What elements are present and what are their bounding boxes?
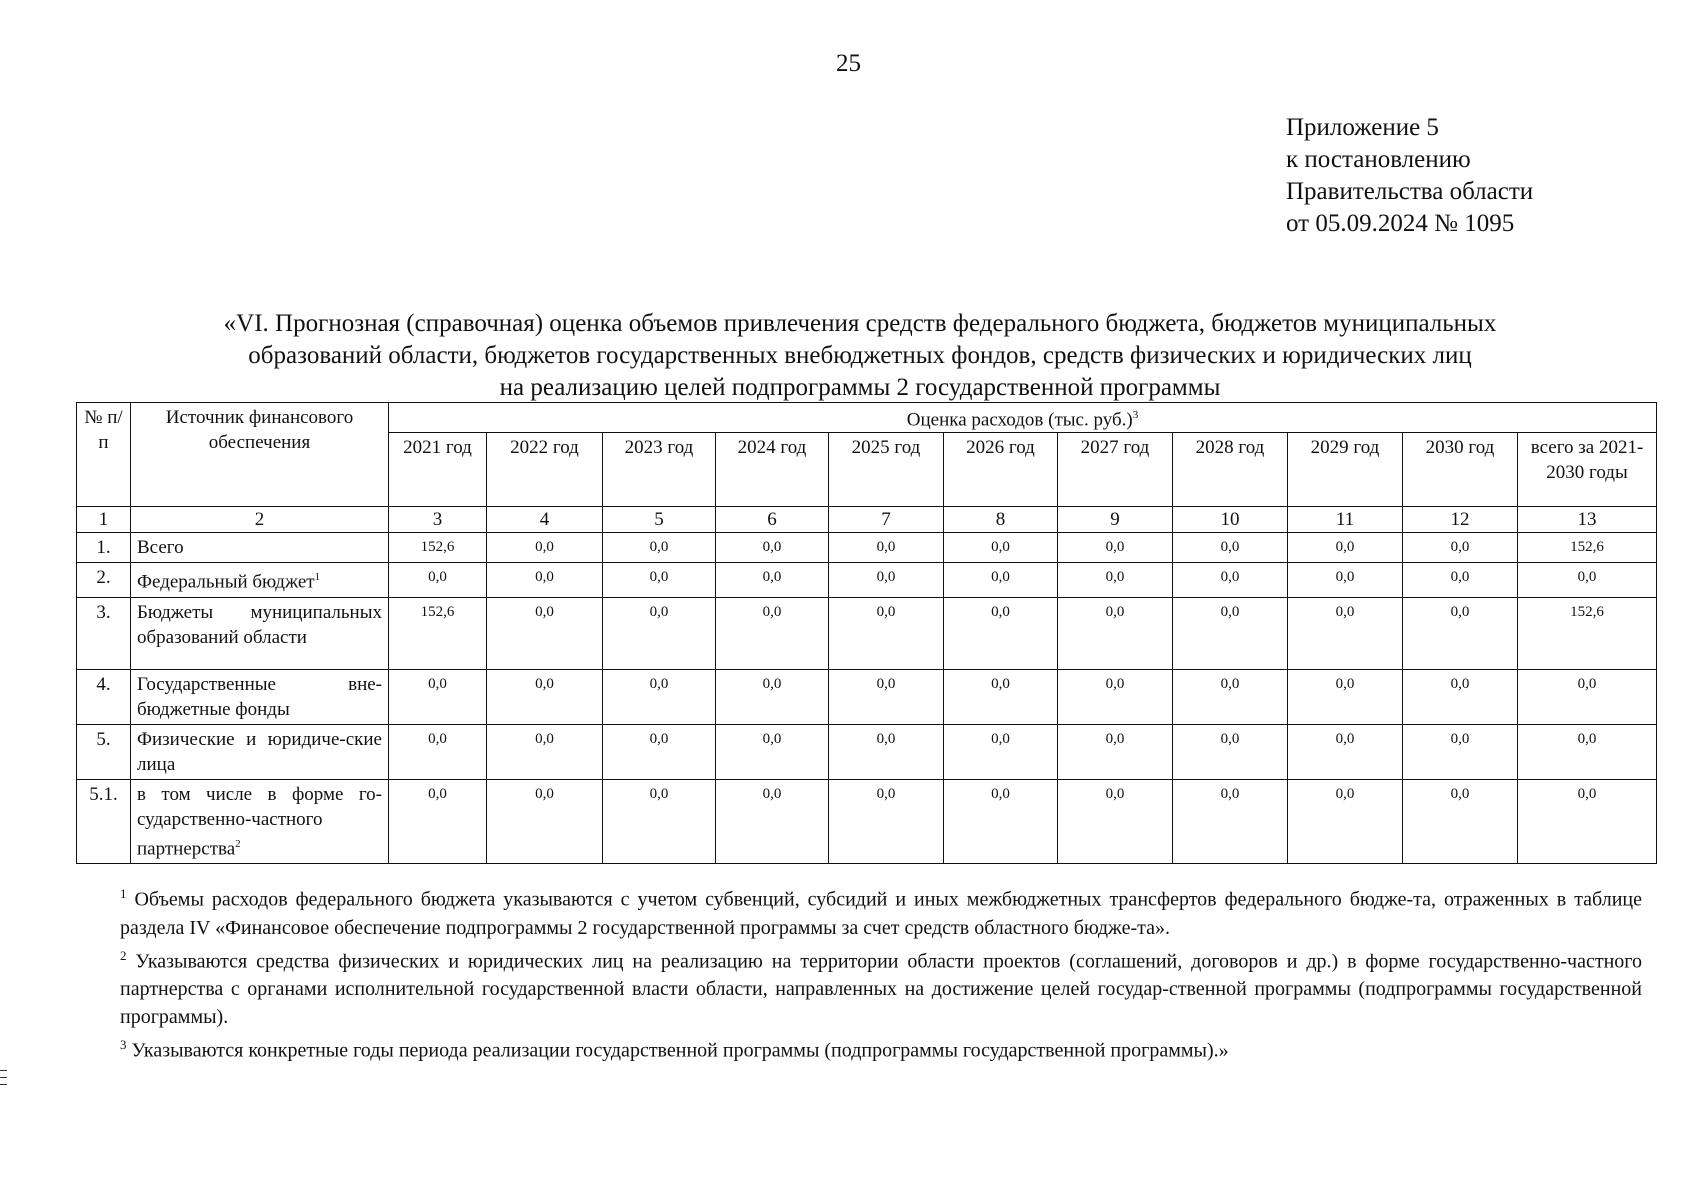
row-source-label: Государственные вне-бюджетные фонды	[137, 673, 382, 720]
row-value: 0,0	[603, 779, 716, 863]
row-value: 0,0	[1173, 669, 1288, 724]
column-number: 8	[944, 507, 1058, 533]
row-source-label: в том числе в форме го-сударственно-частного партнерства	[137, 783, 382, 859]
row-value: 0,0	[944, 563, 1058, 597]
row-number: 3.	[77, 597, 131, 669]
row-value: 0,0	[603, 669, 716, 724]
column-number: 6	[716, 507, 829, 533]
column-number: 11	[1288, 507, 1403, 533]
row-value: 0,0	[1288, 779, 1403, 863]
row-value: 0,0	[716, 563, 829, 597]
row-value: 0,0	[1403, 597, 1518, 669]
row-value: 0,0	[1288, 669, 1403, 724]
row-value: 0,0	[944, 724, 1058, 779]
column-number: 9	[1058, 507, 1173, 533]
header-year-4: 2025 год	[829, 433, 944, 507]
column-number: 13	[1518, 507, 1657, 533]
row-source-label: Физические и юридиче-ские лица	[137, 728, 382, 775]
row-value: 152,6	[1518, 533, 1657, 563]
row-source-label: Федеральный бюджет	[137, 571, 315, 593]
footnote-ref: 2	[235, 837, 241, 850]
row-value: 0,0	[944, 669, 1058, 724]
row-value: 0,0	[716, 779, 829, 863]
footnote	[120, 880, 1642, 942]
footnote-mark: 2	[120, 947, 127, 963]
row-value: 0,0	[487, 779, 603, 863]
row-value: 0,0	[1403, 533, 1518, 563]
header-year-10: всего за 2021-2030 годы	[1518, 433, 1657, 507]
row-value: 0,0	[603, 533, 716, 563]
table-row	[77, 669, 1657, 724]
row-number: 2.	[77, 563, 131, 597]
row-value: 0,0	[487, 533, 603, 563]
footnote-text: Указываются конкретные годы периода реализации государственной программы (подпрограммы государственной программы).»	[126, 1039, 1229, 1062]
row-value: 0,0	[487, 563, 603, 597]
header-source: Источник финансового обеспечения	[131, 403, 389, 507]
footnote-text: Указываются средства физических и юридических лиц на реализацию на территории области проектов (соглашений, договоров и др.) в форме государственно-частного партнерства с органами исполнительной государственной власти области, направленных на достижение целей государ-ственной программы (подпрограммы государственной программы).	[120, 950, 1642, 1029]
row-value: 0,0	[829, 533, 944, 563]
footnote-mark: 1	[120, 886, 127, 901]
row-value: 152,6	[389, 533, 487, 563]
footnote	[120, 1031, 1642, 1065]
row-value: 152,6	[389, 597, 487, 669]
column-number: 4	[487, 507, 603, 533]
row-source	[131, 533, 389, 563]
row-value: 0,0	[716, 597, 829, 669]
row-value: 0,0	[1288, 533, 1403, 563]
row-value: 0,0	[829, 779, 944, 863]
appendix-line: к постановлению	[1286, 146, 1471, 173]
row-value: 0,0	[1058, 724, 1173, 779]
header-year-2: 2023 год	[603, 433, 716, 507]
row-value: 0,0	[944, 597, 1058, 669]
row-value: 0,0	[1403, 779, 1518, 863]
table-row	[77, 563, 1657, 597]
row-value: 0,0	[1518, 779, 1657, 863]
row-source	[131, 779, 389, 863]
table-row	[77, 597, 1657, 669]
row-value: 0,0	[829, 669, 944, 724]
row-value: 0,0	[1173, 597, 1288, 669]
margin-marks	[0, 1070, 8, 1091]
appendix-line: Правительства области	[1286, 178, 1534, 205]
title-line: «VI. Прогнозная (справочная) оценка объемов привлечения средств федерального бюджета, бюджетов муниципальных	[223, 310, 1497, 337]
table-column-numbers-row	[77, 507, 1657, 533]
header-group-label: Оценка расходов (тыс. руб.)	[906, 409, 1133, 431]
table-row	[77, 779, 1657, 863]
row-value: 0,0	[829, 563, 944, 597]
row-value: 0,0	[1518, 563, 1657, 597]
column-number: 2	[131, 507, 389, 533]
row-value: 0,0	[1058, 779, 1173, 863]
column-number: 1	[77, 507, 131, 533]
row-value: 0,0	[487, 597, 603, 669]
title-line: образований области, бюджетов государственных внебюджетных фондов, средств физических и юридических лиц	[248, 342, 1472, 369]
column-number: 12	[1403, 507, 1518, 533]
row-value: 0,0	[829, 724, 944, 779]
row-value: 0,0	[1518, 669, 1657, 724]
row-value: 0,0	[389, 724, 487, 779]
row-value: 0,0	[1058, 597, 1173, 669]
appendix-block	[1286, 112, 1533, 240]
row-source	[131, 563, 389, 597]
appendix-line: от 05.09.2024 № 1095	[1286, 210, 1515, 237]
column-number: 3	[389, 507, 487, 533]
row-value: 0,0	[1288, 724, 1403, 779]
row-value: 0,0	[389, 563, 487, 597]
row-source	[131, 597, 389, 669]
row-value: 0,0	[716, 724, 829, 779]
row-value: 0,0	[1403, 563, 1518, 597]
header-num: № п/п	[77, 403, 131, 507]
header-year-5: 2026 год	[944, 433, 1058, 507]
row-value: 0,0	[1173, 563, 1288, 597]
row-source	[131, 669, 389, 724]
row-value: 0,0	[487, 669, 603, 724]
table-header-row	[77, 403, 1657, 433]
row-number: 4.	[77, 669, 131, 724]
header-year-8: 2029 год	[1288, 433, 1403, 507]
row-value: 0,0	[1403, 669, 1518, 724]
row-value: 0,0	[1173, 779, 1288, 863]
header-year-3: 2024 год	[716, 433, 829, 507]
row-source	[131, 724, 389, 779]
row-value: 0,0	[603, 724, 716, 779]
row-value: 0,0	[1058, 533, 1173, 563]
table-row	[77, 533, 1657, 563]
section-title	[120, 308, 1600, 404]
page-number: 25	[836, 50, 861, 77]
appendix-line: Приложение 5	[1286, 114, 1439, 141]
row-value: 0,0	[1518, 724, 1657, 779]
column-number: 5	[603, 507, 716, 533]
row-value: 0,0	[1288, 563, 1403, 597]
row-value: 0,0	[1173, 533, 1288, 563]
row-value: 0,0	[944, 779, 1058, 863]
budget-table	[76, 402, 1657, 864]
row-value: 0,0	[603, 563, 716, 597]
row-value: 0,0	[829, 597, 944, 669]
header-year-6: 2027 год	[1058, 433, 1173, 507]
row-value: 0,0	[944, 533, 1058, 563]
header-year-1: 2022 год	[487, 433, 603, 507]
header-group-sup: 3	[1132, 409, 1139, 421]
row-source-label: Бюджеты муниципальных образований области	[137, 601, 382, 648]
footnotes	[120, 880, 1642, 1065]
row-value: 0,0	[716, 669, 829, 724]
table-row	[77, 724, 1657, 779]
header-year-0: 2021 год	[389, 433, 487, 507]
row-value: 0,0	[1288, 597, 1403, 669]
row-value: 0,0	[716, 533, 829, 563]
column-number: 10	[1173, 507, 1288, 533]
row-value: 0,0	[389, 669, 487, 724]
footnote-mark: 3	[120, 1037, 127, 1053]
header-year-9: 2030 год	[1403, 433, 1518, 507]
row-number: 5.	[77, 724, 131, 779]
row-value: 0,0	[1173, 724, 1288, 779]
row-number: 5.1.	[77, 779, 131, 863]
footnote-ref: 1	[314, 571, 321, 584]
row-value: 0,0	[1058, 563, 1173, 597]
title-line: на реализацию целей подпрограммы 2 государственной программы	[499, 374, 1221, 401]
row-value: 0,0	[1403, 724, 1518, 779]
row-source-label: Всего	[137, 537, 184, 559]
row-value: 0,0	[1058, 669, 1173, 724]
header-group	[389, 403, 1657, 433]
column-number: 7	[829, 507, 944, 533]
row-number: 1.	[77, 533, 131, 563]
row-value: 152,6	[1518, 597, 1657, 669]
row-value: 0,0	[603, 597, 716, 669]
header-year-7: 2028 год	[1173, 433, 1288, 507]
footnote-text: Объемы расходов федерального бюджета указываются с учетом субвенций, субсидий и иных межбюджетных трансфертов федерального бюдже-та, отраженных в таблице раздела IV «Финансовое обеспечение подпрограммы 2 государственной программы за счет средств областного бюдже-та».	[120, 888, 1642, 939]
footnote	[120, 942, 1642, 1032]
row-value: 0,0	[487, 724, 603, 779]
row-value: 0,0	[389, 779, 487, 863]
